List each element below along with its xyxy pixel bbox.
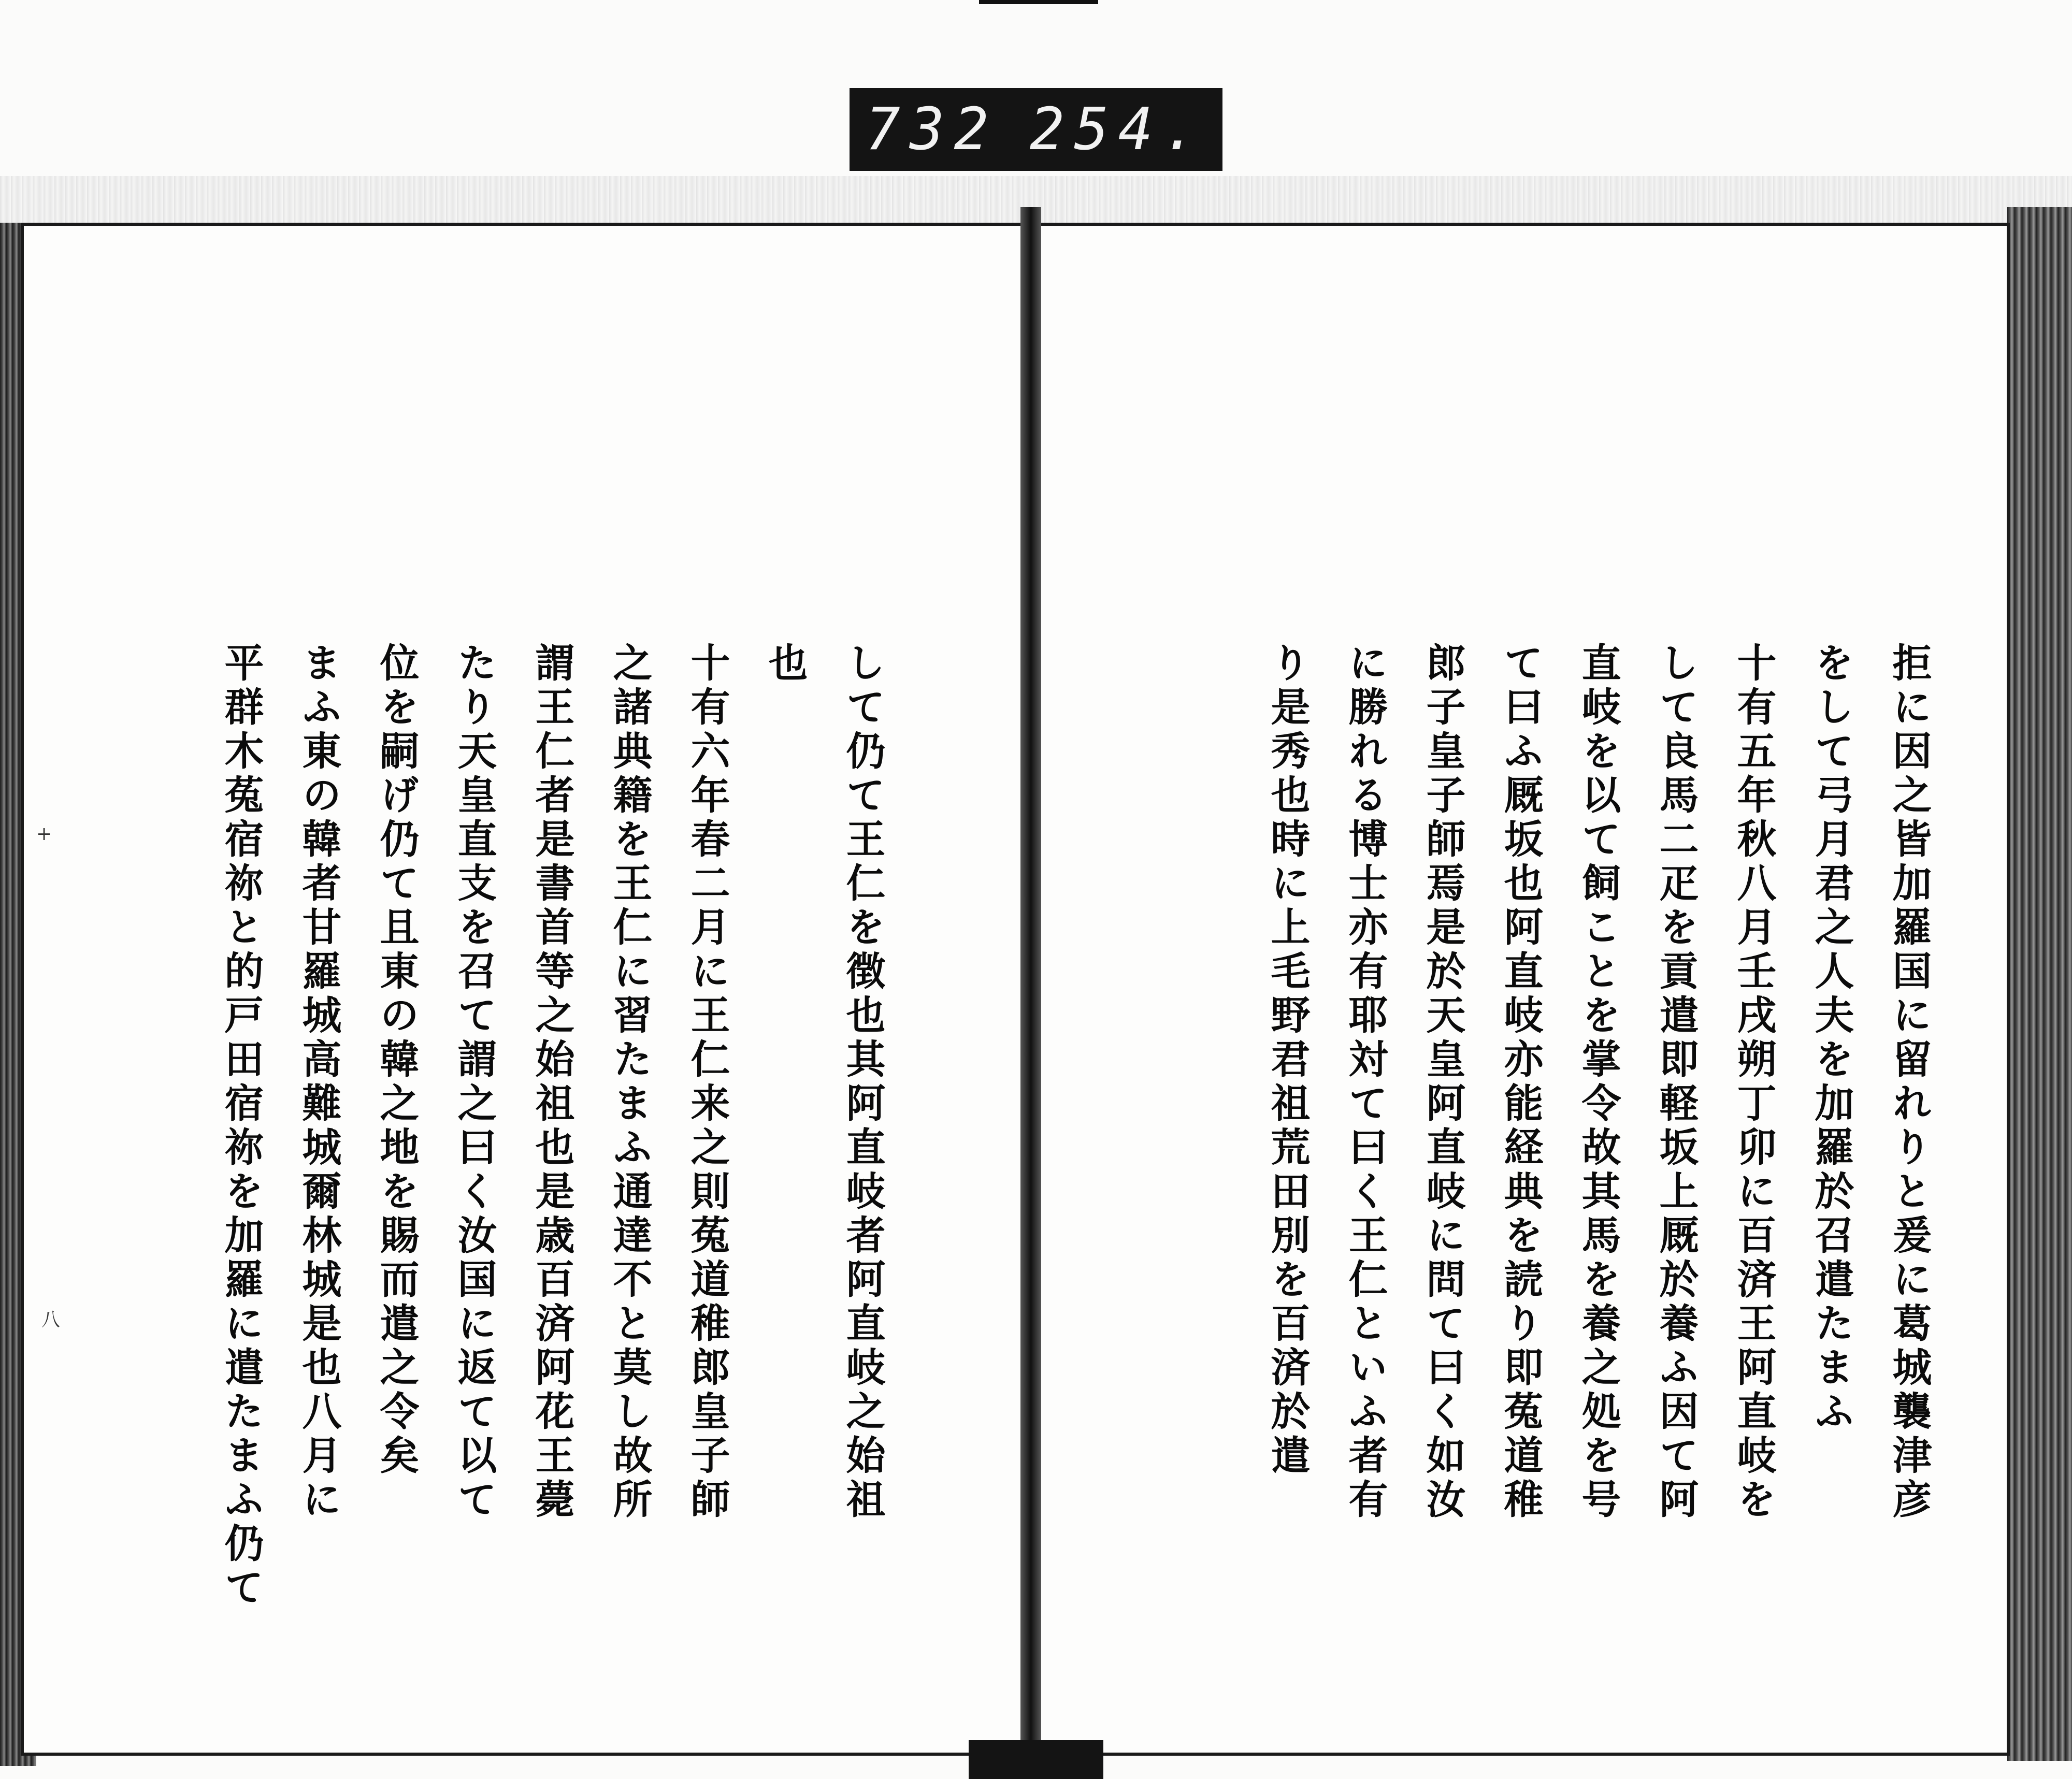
text-column: して仍て王仁を徴也其阿直岐者阿直岐之始祖 — [840, 642, 886, 1523]
frame-number-right: 254. — [1029, 96, 1207, 163]
text-column: り是秀也時に上毛野君祖荒田別を百済於遣 — [1264, 642, 1311, 1479]
text-column: まふ東の韓者甘羅城高難城爾林城是也八月に — [296, 642, 342, 1523]
text-column: 謂王仁者是書首等之始祖也是歳百済阿花王薨 — [529, 642, 575, 1523]
book-spine — [1020, 207, 1041, 1779]
frame-number-left: 732 — [865, 96, 998, 163]
bottom-spine-fold — [969, 1740, 1103, 1779]
text-column: 拒に因之皆加羅国に留れりと爰に葛城襲津彦 — [1886, 642, 1932, 1523]
margin-mark-ha: 八 — [41, 1309, 61, 1330]
right-page-text — [1140, 642, 1948, 1756]
right-page-edges — [2007, 207, 2072, 1761]
frame-number-label — [850, 88, 1222, 171]
text-column: 十有六年春二月に王仁来之則菟道稚郎皇子師 — [684, 642, 730, 1523]
open-book — [0, 207, 2072, 1779]
text-column: して良馬二疋を貢遣即軽坂上厩於養ふ因て阿 — [1653, 642, 1699, 1523]
text-column: て曰ふ厩坂也阿直岐亦能経典を読り即菟道稚 — [1498, 642, 1544, 1523]
text-column: 之諸典籍を王仁に習たまふ通達不と莫し故所 — [607, 642, 653, 1523]
text-column: に勝れる博士亦有耶対て曰く王仁といふ者有 — [1342, 642, 1388, 1523]
top-film-strip — [979, 0, 1098, 4]
text-column: 直岐を以て飼ことを掌令故其馬を養之処を号 — [1575, 642, 1621, 1523]
text-column: 十有五年秋八月壬戌朔丁卯に百済王阿直岐を — [1731, 642, 1777, 1523]
text-column: 平群木菟宿祢と的戸田宿祢を加羅に遣たまふ仍て — [218, 642, 264, 1611]
text-column: をして弓月君之人夫を加羅於召遣たまふ — [1808, 642, 1854, 1435]
text-column: 位を嗣げ仍て且東の韓之地を賜而遣之令矣 — [373, 642, 420, 1479]
text-column: 也 — [762, 642, 808, 686]
margin-mark-plus: + — [36, 823, 52, 845]
text-column: たり天皇直支を召て謂之曰く汝国に返て以て — [451, 642, 497, 1523]
left-page-text — [73, 642, 901, 1756]
text-column: 郎子皇子師焉是於天皇阿直岐に問て曰く如汝 — [1420, 642, 1466, 1523]
